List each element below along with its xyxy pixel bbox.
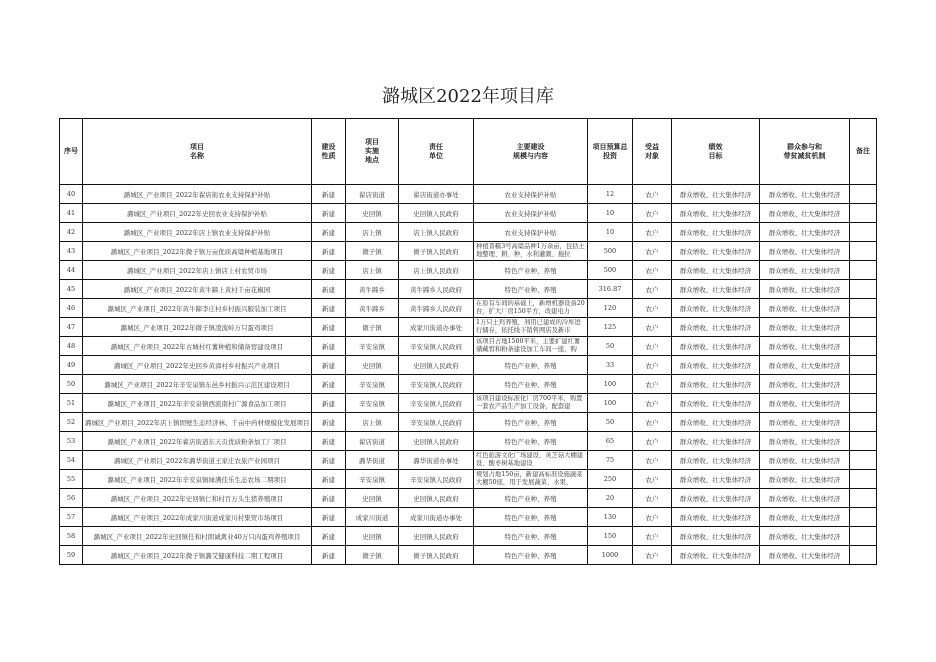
cell-location: 史回镇 <box>346 356 399 375</box>
cell-scale-content: 特色产业种、养殖 <box>474 489 588 508</box>
cell-seq: 41 <box>60 204 83 223</box>
project-table <box>59 118 877 565</box>
cell-project-name: 潞城区_产业项目_2022年史回镇任和村朗诚禽业40万只肉蛋鸡养殖项目 <box>83 527 312 546</box>
cell-budget: 75 <box>588 451 633 470</box>
cell-project-name: 潞城区_产业项目_2022年辛安泉镇东邑乡村振兴示范区建设项目 <box>83 375 312 394</box>
table-row <box>60 432 877 451</box>
header-budget: 项目预算总 投资 <box>588 119 633 185</box>
cell-beneficiary: 农户 <box>633 451 672 470</box>
cell-budget: 100 <box>588 394 633 413</box>
cell-responsible-unit: 成家川街道办事处 <box>399 508 474 527</box>
cell-beneficiary: 农户 <box>633 508 672 527</box>
cell-location: 店上镇 <box>346 261 399 280</box>
cell-responsible-unit: 辛安泉镇人民政府 <box>399 470 474 489</box>
cell-project-name: 潞城区_产业项目_2022年店上镇店上村农贸市场 <box>83 261 312 280</box>
cell-scale-content <box>474 451 588 470</box>
cell-scale-content: 特色产业种、养殖 <box>474 261 588 280</box>
cell-seq: 48 <box>60 337 83 356</box>
cell-participation-mechanism: 群众增收、壮大集体经济 <box>760 280 850 299</box>
cell-budget: 100 <box>588 375 633 394</box>
cell-seq: 45 <box>60 280 83 299</box>
table-row <box>60 546 877 565</box>
table-row <box>60 508 877 527</box>
cell-location: 辛安泉镇 <box>346 375 399 394</box>
cell-project-name: 潞城区_产业项目_2022年成家川街道成家川村集贸市场项目 <box>83 508 312 527</box>
cell-remarks <box>850 185 877 204</box>
cell-beneficiary: 农户 <box>633 394 672 413</box>
cell-location: 微子镇 <box>346 546 399 565</box>
cell-location: 史回镇 <box>346 489 399 508</box>
cell-beneficiary: 农户 <box>633 185 672 204</box>
cell-scale-content <box>474 470 588 489</box>
cell-remarks <box>850 299 877 318</box>
cell-project-name: 潞城区_产业项目_2022年翟店街道东天贡优质粉条加工厂项目 <box>83 432 312 451</box>
cell-responsible-unit: 史回镇人民政府 <box>399 204 474 223</box>
cell-scale-content <box>474 337 588 356</box>
cell-construction-type: 新建 <box>312 280 346 299</box>
cell-seq: 49 <box>60 356 83 375</box>
cell-performance-goal: 群众增收、壮大集体经济 <box>672 318 760 337</box>
cell-remarks <box>850 204 877 223</box>
cell-construction-type: 新建 <box>312 185 346 204</box>
cell-participation-mechanism: 群众增收、壮大集体经济 <box>760 242 850 261</box>
cell-remarks <box>850 318 877 337</box>
table-row <box>60 413 877 432</box>
cell-scale-content: 特色产业种、养殖 <box>474 356 588 375</box>
cell-location: 成家川街道 <box>346 508 399 527</box>
cell-project-name: 潞城区_产业项目_2022年微子镇万亩优质高粱种植基地项目 <box>83 242 312 261</box>
cell-project-name: 潞城区_产业项目_2022年黄牛蹄上黄村千亩花椒园 <box>83 280 312 299</box>
cell-project-name: 潞城区_产业项目_2022年史回镇仁和村百万头生猪养殖项目 <box>83 489 312 508</box>
cell-scale-content: 农业支持保护补贴 <box>474 223 588 242</box>
cell-scale-content <box>474 299 588 318</box>
cell-seq: 55 <box>60 470 83 489</box>
cell-responsible-unit: 辛安泉镇人民政府 <box>399 394 474 413</box>
table-row <box>60 337 877 356</box>
cell-budget: 250 <box>588 470 633 489</box>
cell-construction-type: 新建 <box>312 337 346 356</box>
cell-remarks <box>850 546 877 565</box>
cell-beneficiary: 农户 <box>633 261 672 280</box>
cell-beneficiary: 农户 <box>633 432 672 451</box>
cell-performance-goal: 群众增收、壮大集体经济 <box>672 508 760 527</box>
cell-project-name: 潞城区_产业项目_2022年店上镇固壁生态经济林、千亩中药材规模化发展项目 <box>83 413 312 432</box>
cell-location: 黄牛蹄乡 <box>346 280 399 299</box>
cell-performance-goal: 群众增收、壮大集体经济 <box>672 261 760 280</box>
cell-construction-type: 新建 <box>312 242 346 261</box>
cell-performance-goal: 群众增收、壮大集体经济 <box>672 204 760 223</box>
cell-seq: 40 <box>60 185 83 204</box>
cell-performance-goal: 群众增收、壮大集体经济 <box>672 394 760 413</box>
cell-scale-content: 特色产业种、养殖 <box>474 527 588 546</box>
cell-participation-mechanism: 群众增收、壮大集体经济 <box>760 204 850 223</box>
cell-participation-mechanism: 群众增收、壮大集体经济 <box>760 299 850 318</box>
cell-construction-type: 新建 <box>312 546 346 565</box>
cell-scale-content: 农业支持保护补贴 <box>474 185 588 204</box>
cell-text: 1万只土鸡养殖，利用已建成的冷库进行储存，依托线下销售网店及新市 <box>476 319 581 334</box>
cell-remarks <box>850 356 877 375</box>
cell-remarks <box>850 527 877 546</box>
cell-performance-goal: 群众增收、壮大集体经济 <box>672 451 760 470</box>
cell-beneficiary: 农户 <box>633 546 672 565</box>
cell-budget: 500 <box>588 242 633 261</box>
cell-participation-mechanism: 群众增收、壮大集体经济 <box>760 337 850 356</box>
cell-budget: 33 <box>588 356 633 375</box>
cell-beneficiary: 农户 <box>633 413 672 432</box>
cell-budget: 65 <box>588 432 633 451</box>
table-row <box>60 375 877 394</box>
cell-responsible-unit: 史回镇人民政府 <box>399 527 474 546</box>
cell-participation-mechanism: 群众增收、壮大集体经济 <box>760 318 850 337</box>
cell-remarks <box>850 261 877 280</box>
cell-responsible-unit: 史回镇人民政府 <box>399 489 474 508</box>
cell-budget: 20 <box>588 489 633 508</box>
cell-participation-mechanism: 群众增收、壮大集体经济 <box>760 451 850 470</box>
cell-performance-goal: 群众增收、壮大集体经济 <box>672 470 760 489</box>
cell-seq: 50 <box>60 375 83 394</box>
cell-participation-mechanism: 群众增收、壮大集体经济 <box>760 413 850 432</box>
cell-performance-goal: 群众增收、壮大集体经济 <box>672 223 760 242</box>
cell-project-name: 潞城区_产业项目_2022年翟店街农业支持保护补贴 <box>83 185 312 204</box>
cell-project-name: 潞城区_产业项目_2022年史回乡黄漳村乡村振兴产业项目 <box>83 356 312 375</box>
table-row <box>60 470 877 489</box>
cell-scale-content: 特色产业种、养殖 <box>474 375 588 394</box>
cell-beneficiary: 农户 <box>633 242 672 261</box>
cell-budget: 130 <box>588 508 633 527</box>
cell-seq: 53 <box>60 432 83 451</box>
cell-scale-content <box>474 394 588 413</box>
cell-text: 在原有车间的基础上，新增机器设备20台，扩大厂房150平方，改建电力 <box>476 300 585 315</box>
cell-scale-content: 特色产业种、养殖 <box>474 546 588 565</box>
cell-project-name: 潞城区_产业项目_2022年微子镇潞艾健康科技二期工程项目 <box>83 546 312 565</box>
cell-performance-goal: 群众增收、壮大集体经济 <box>672 432 760 451</box>
cell-budget: 50 <box>588 337 633 356</box>
cell-budget: 50 <box>588 413 633 432</box>
table-row <box>60 356 877 375</box>
cell-project-name: 潞城区_产业项目_2022年黄牛蹄李庄村乡村振兴服装加工项目 <box>83 299 312 318</box>
cell-location: 辛安泉镇 <box>346 394 399 413</box>
cell-scale-content <box>474 242 588 261</box>
cell-participation-mechanism: 群众增收、壮大集体经济 <box>760 489 850 508</box>
header-project-name: 项目 名称 <box>83 119 312 185</box>
cell-beneficiary: 农户 <box>633 280 672 299</box>
table-row <box>60 223 877 242</box>
cell-budget: 150 <box>588 527 633 546</box>
cell-scale-content <box>474 318 588 337</box>
cell-beneficiary: 农户 <box>633 527 672 546</box>
table-row <box>60 185 877 204</box>
header-performance-goal: 绩效 目标 <box>672 119 760 185</box>
cell-project-name: 潞城区_产业项目_2022年辛安泉镇西流南村广源食品加工项目 <box>83 394 312 413</box>
cell-project-name: 潞城区_产业项目_2022年史回农业支持保护补贴 <box>83 204 312 223</box>
cell-responsible-unit: 微子镇人民政府 <box>399 546 474 565</box>
cell-participation-mechanism: 群众增收、壮大集体经济 <box>760 375 850 394</box>
cell-performance-goal: 群众增收、壮大集体经济 <box>672 299 760 318</box>
cell-location: 史回镇 <box>346 527 399 546</box>
table-row <box>60 204 877 223</box>
cell-remarks <box>850 242 877 261</box>
cell-scale-content: 特色产业种、养殖 <box>474 413 588 432</box>
cell-seq: 56 <box>60 489 83 508</box>
cell-text: 种植晋糯3号高粱品种1万余亩，包括土地整理、耕、种、水利灌溉、拖拉 <box>476 243 585 258</box>
cell-construction-type: 新建 <box>312 489 346 508</box>
table-row <box>60 280 877 299</box>
cell-text: 该项目占地1500平米，主要扩建红薯储藏窖和粉条建设加工车间一座，购 <box>476 338 581 353</box>
cell-location: 微子镇 <box>346 318 399 337</box>
cell-performance-goal: 群众增收、壮大集体经济 <box>672 242 760 261</box>
cell-construction-type: 新建 <box>312 375 346 394</box>
cell-location: 辛安泉镇 <box>346 470 399 489</box>
cell-location: 店上镇 <box>346 413 399 432</box>
cell-participation-mechanism: 群众增收、壮大集体经济 <box>760 356 850 375</box>
cell-seq: 47 <box>60 318 83 337</box>
cell-location: 潞华街道 <box>346 451 399 470</box>
cell-project-name: 潞城区_产业项目_2022年辛安泉镇绿满佳乐生态农场二期项目 <box>83 470 312 489</box>
cell-seq: 46 <box>60 299 83 318</box>
cell-beneficiary: 农户 <box>633 318 672 337</box>
cell-location: 史回镇 <box>346 204 399 223</box>
header-row <box>60 119 877 185</box>
cell-performance-goal: 群众增收、壮大集体经济 <box>672 375 760 394</box>
cell-budget: 1000 <box>588 546 633 565</box>
cell-remarks <box>850 223 877 242</box>
table-row <box>60 451 877 470</box>
table-row <box>60 261 877 280</box>
cell-performance-goal: 群众增收、壮大集体经济 <box>672 489 760 508</box>
cell-performance-goal: 群众增收、壮大集体经济 <box>672 527 760 546</box>
table-row <box>60 394 877 413</box>
cell-construction-type: 新建 <box>312 451 346 470</box>
cell-responsible-unit: 辛安泉镇人民政府 <box>399 413 474 432</box>
cell-budget: 12 <box>588 185 633 204</box>
cell-project-name: 潞城区_产业项目_2022年店上镇农业支持保护补贴 <box>83 223 312 242</box>
cell-responsible-unit: 辛安泉镇人民政府 <box>399 337 474 356</box>
cell-seq: 51 <box>60 394 83 413</box>
cell-remarks <box>850 470 877 489</box>
cell-seq: 59 <box>60 546 83 565</box>
cell-construction-type: 新建 <box>312 413 346 432</box>
cell-construction-type: 新建 <box>312 508 346 527</box>
header-seq: 序号 <box>60 119 83 185</box>
cell-text: 该项目建设标准化厂房700平米，购置一套农产品生产加工设备，配套建 <box>476 395 583 410</box>
cell-location: 黄牛蹄乡 <box>346 299 399 318</box>
cell-construction-type: 新建 <box>312 299 346 318</box>
cell-construction-type: 新建 <box>312 527 346 546</box>
cell-responsible-unit: 微子镇人民政府 <box>399 242 474 261</box>
cell-project-name: 潞城区_产业项目_2022年微子镇凌流岭万只蛋鸡项目 <box>83 318 312 337</box>
cell-seq: 52 <box>60 413 83 432</box>
header-participation-mechanism: 群众参与和 带贫减贫机制 <box>760 119 850 185</box>
table-row <box>60 318 877 337</box>
cell-beneficiary: 农户 <box>633 356 672 375</box>
table-row <box>60 527 877 546</box>
header-location: 项目 实施 地点 <box>346 119 399 185</box>
cell-construction-type: 新建 <box>312 470 346 489</box>
header-remarks: 备注 <box>850 119 877 185</box>
cell-seq: 44 <box>60 261 83 280</box>
cell-construction-type: 新建 <box>312 204 346 223</box>
cell-construction-type: 新建 <box>312 394 346 413</box>
cell-remarks <box>850 375 877 394</box>
header-scale-content: 主要建设 规模与内容 <box>474 119 588 185</box>
cell-beneficiary: 农户 <box>633 375 672 394</box>
cell-responsible-unit: 黄牛蹄乡人民政府 <box>399 299 474 318</box>
cell-text: 红色旅游文化广场建设、灵芝菇大棚建设、酸枣树基地建设 <box>476 452 584 467</box>
cell-performance-goal: 群众增收、壮大集体经济 <box>672 280 760 299</box>
cell-remarks <box>850 413 877 432</box>
header-beneficiary: 受益 对象 <box>633 119 672 185</box>
cell-remarks <box>850 280 877 299</box>
cell-beneficiary: 农户 <box>633 470 672 489</box>
cell-budget: 500 <box>588 261 633 280</box>
cell-location: 辛安泉镇 <box>346 337 399 356</box>
table-row <box>60 299 877 318</box>
cell-performance-goal: 群众增收、壮大集体经济 <box>672 356 760 375</box>
cell-budget: 120 <box>588 299 633 318</box>
cell-seq: 42 <box>60 223 83 242</box>
header-responsible-unit: 责任 单位 <box>399 119 474 185</box>
cell-beneficiary: 农户 <box>633 489 672 508</box>
cell-responsible-unit: 潞华街道办事处 <box>399 451 474 470</box>
cell-budget: 125 <box>588 318 633 337</box>
cell-seq: 58 <box>60 527 83 546</box>
cell-scale-content: 农业支持保护补贴 <box>474 204 588 223</box>
cell-performance-goal: 群众增收、壮大集体经济 <box>672 413 760 432</box>
cell-location: 翟店街道 <box>346 185 399 204</box>
cell-location: 微子镇 <box>346 242 399 261</box>
cell-participation-mechanism: 群众增收、壮大集体经济 <box>760 223 850 242</box>
cell-performance-goal: 群众增收、壮大集体经济 <box>672 546 760 565</box>
cell-construction-type: 新建 <box>312 318 346 337</box>
cell-beneficiary: 农户 <box>633 337 672 356</box>
cell-text: 规划占地150亩，新建高标准设施蔬菜大棚50座，用于发展蔬菜、水果、 <box>476 471 583 486</box>
cell-responsible-unit: 史回镇人民政府 <box>399 432 474 451</box>
cell-beneficiary: 农户 <box>633 299 672 318</box>
cell-scale-content: 特色产业种、养殖 <box>474 280 588 299</box>
cell-participation-mechanism: 群众增收、壮大集体经济 <box>760 470 850 489</box>
cell-participation-mechanism: 群众增收、壮大集体经济 <box>760 508 850 527</box>
cell-performance-goal: 群众增收、壮大集体经济 <box>672 337 760 356</box>
cell-location: 翟店街道 <box>346 432 399 451</box>
cell-responsible-unit: 成家川街道办事处 <box>399 318 474 337</box>
cell-project-name: 潞城区_产业项目_2022年古城村红薯种植和储备窖建设项目 <box>83 337 312 356</box>
cell-budget: 10 <box>588 204 633 223</box>
cell-construction-type: 新建 <box>312 432 346 451</box>
cell-responsible-unit: 店上镇人民政府 <box>399 223 474 242</box>
cell-remarks <box>850 489 877 508</box>
cell-participation-mechanism: 群众增收、壮大集体经济 <box>760 432 850 451</box>
cell-construction-type: 新建 <box>312 356 346 375</box>
cell-responsible-unit: 店上镇人民政府 <box>399 261 474 280</box>
cell-remarks <box>850 508 877 527</box>
cell-project-name: 潞城区_产业项目_2022年潞华街道王家庄农旅产业园项目 <box>83 451 312 470</box>
cell-participation-mechanism: 群众增收、壮大集体经济 <box>760 527 850 546</box>
cell-remarks <box>850 451 877 470</box>
cell-participation-mechanism: 群众增收、壮大集体经济 <box>760 261 850 280</box>
cell-seq: 43 <box>60 242 83 261</box>
cell-performance-goal: 群众增收、壮大集体经济 <box>672 185 760 204</box>
cell-participation-mechanism: 群众增收、壮大集体经济 <box>760 185 850 204</box>
cell-scale-content: 特色产业种、养殖 <box>474 508 588 527</box>
cell-beneficiary: 农户 <box>633 204 672 223</box>
cell-beneficiary: 农户 <box>633 223 672 242</box>
page-title: 潞城区2022年项目库 <box>382 86 554 107</box>
cell-remarks <box>850 432 877 451</box>
table-row <box>60 242 877 261</box>
cell-responsible-unit: 史回镇人民政府 <box>399 356 474 375</box>
cell-construction-type: 新建 <box>312 261 346 280</box>
cell-responsible-unit: 辛安泉镇人民政府 <box>399 375 474 394</box>
table-row <box>60 489 877 508</box>
cell-scale-content: 特色产业种、养殖 <box>474 432 588 451</box>
cell-seq: 57 <box>60 508 83 527</box>
cell-construction-type: 新建 <box>312 223 346 242</box>
cell-budget: 10 <box>588 223 633 242</box>
cell-seq: 54 <box>60 451 83 470</box>
header-construction-type: 建设 性质 <box>312 119 346 185</box>
cell-responsible-unit: 翟店街道办事处 <box>399 185 474 204</box>
cell-participation-mechanism: 群众增收、壮大集体经济 <box>760 546 850 565</box>
cell-remarks <box>850 394 877 413</box>
cell-location: 店上镇 <box>346 223 399 242</box>
cell-participation-mechanism: 群众增收、壮大集体经济 <box>760 394 850 413</box>
cell-remarks <box>850 337 877 356</box>
cell-budget: 316.87 <box>588 280 633 299</box>
cell-responsible-unit: 黄牛蹄乡人民政府 <box>399 280 474 299</box>
